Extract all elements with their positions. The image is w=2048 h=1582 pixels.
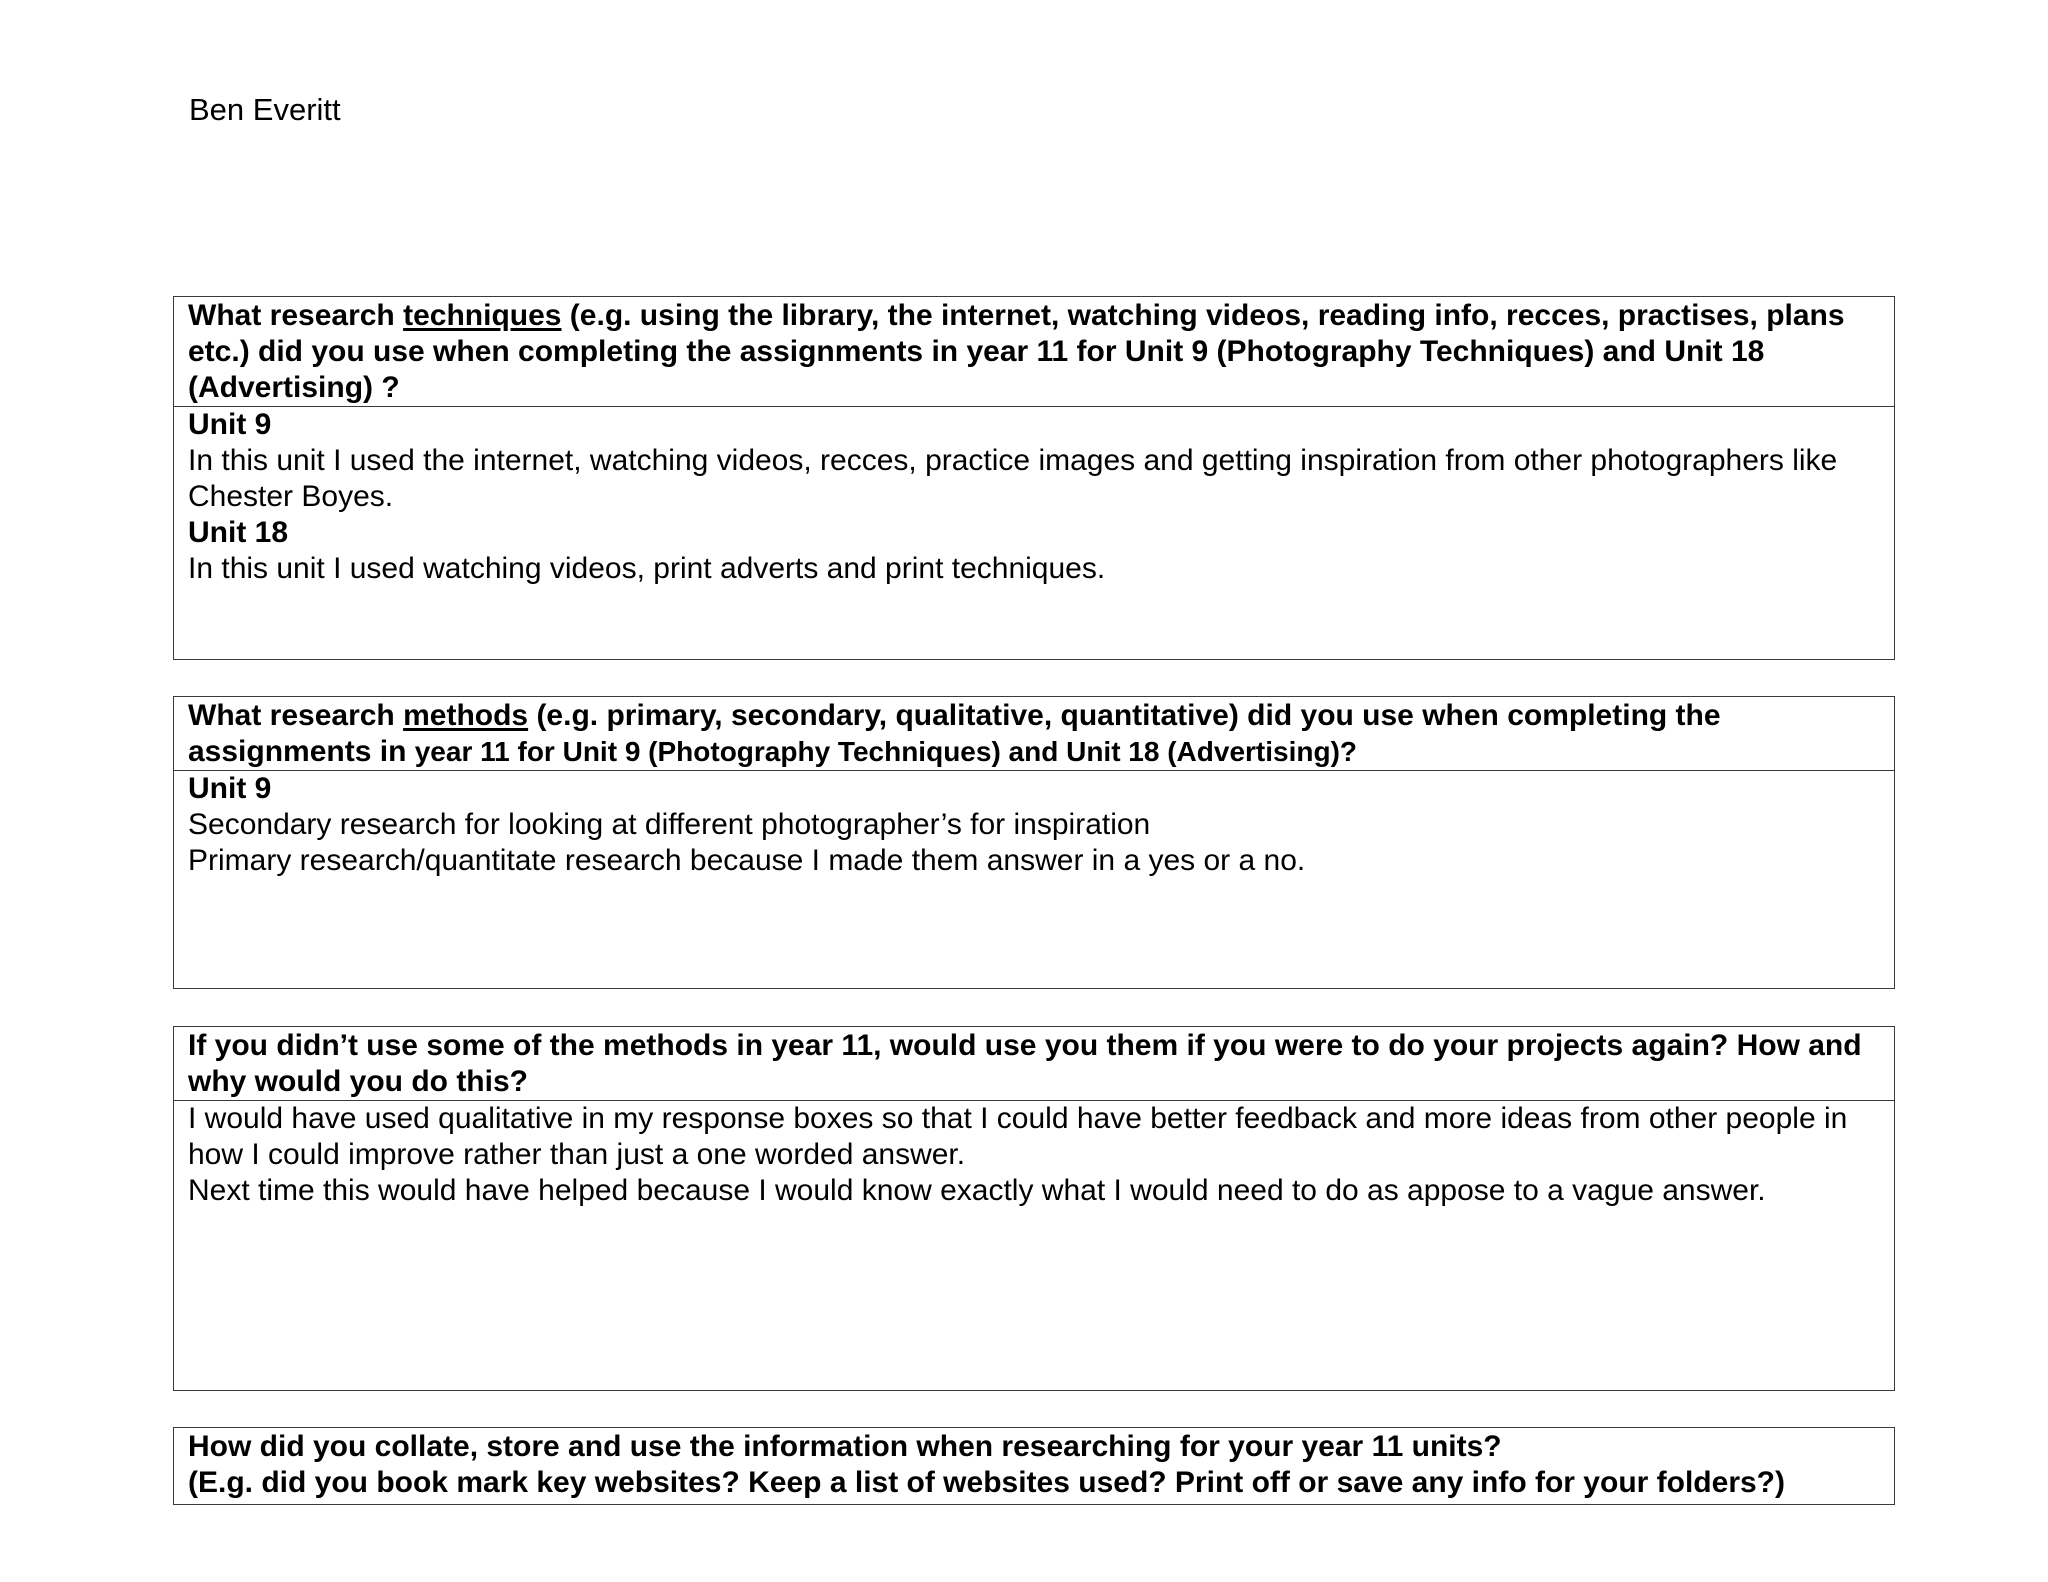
answer-line-primary: Primary research/quantitate research because I made them answer in a yes or a no. bbox=[188, 844, 1306, 877]
question-keyword-methods: methods bbox=[403, 699, 529, 732]
question-collate bbox=[174, 1428, 1894, 1501]
question-methods bbox=[174, 697, 1894, 771]
question-prefix: What research bbox=[188, 699, 404, 732]
answer-methods[interactable] bbox=[174, 771, 1894, 879]
answer-techniques[interactable] bbox=[174, 407, 1894, 587]
answer-paragraph-next-time: Next time this would have helped because I would know exactly what I would need to do as appose to a vague answer. bbox=[188, 1174, 1766, 1207]
unit-9-answer: In this unit I used the internet, watching videos, recces, practice images and getting inspiration from other photographers like Chester Boyes. bbox=[188, 444, 1838, 513]
unit-18-heading: Unit 18 bbox=[188, 516, 289, 549]
answer-paragraph-qualitative: I would have used qualitative in my response boxes so that I could have better feedback and more ideas from other people in how I could improve rather than just a one worded answer. bbox=[188, 1102, 1848, 1171]
question-keyword-techniques: techniques bbox=[403, 299, 562, 332]
question-reuse-methods: If you didn’t use some of the methods in year 11, would use you them if you were to do your projects again? How and why would you do this? bbox=[174, 1027, 1894, 1101]
question-collate-examples: (E.g. did you book mark key websites? Keep a list of websites used? Print off or save any info for your folders?) bbox=[188, 1466, 1785, 1499]
answer-line-secondary: Secondary research for looking at different photographer’s for inspiration bbox=[188, 808, 1151, 841]
question-box-methods bbox=[173, 696, 1895, 989]
author-name: Ben Everitt bbox=[189, 92, 341, 127]
unit-9-heading: Unit 9 bbox=[188, 772, 272, 805]
question-box-techniques bbox=[173, 296, 1895, 660]
question-suffix: (e.g. primary, secondary, qualitative, quantitative) did you use when completing the assignments in bbox=[188, 699, 1721, 768]
question-box-reuse-methods bbox=[173, 1026, 1895, 1391]
answer-reuse-methods[interactable] bbox=[174, 1101, 1894, 1209]
question-prefix: What research bbox=[188, 299, 404, 332]
unit-18-answer: In this unit I used watching videos, print adverts and print techniques. bbox=[188, 552, 1106, 585]
question-collate-line: How did you collate, store and use the information when researching for your year 11 units? bbox=[188, 1430, 1502, 1463]
unit-9-heading: Unit 9 bbox=[188, 408, 272, 441]
question-techniques bbox=[174, 297, 1894, 407]
question-box-collate bbox=[173, 1427, 1895, 1505]
question-suffix: (e.g. using the library, the internet, watching videos, reading info, recces, practises, plans etc.) did you use when completing the assignments in year 11 for Unit 9 (Photography Techniques) and Unit 18 (Advertising) ? bbox=[188, 299, 1845, 404]
question-suffix-small: year 11 for Unit 9 (Photography Techniques) and Unit 18 (Advertising)? bbox=[414, 736, 1358, 767]
